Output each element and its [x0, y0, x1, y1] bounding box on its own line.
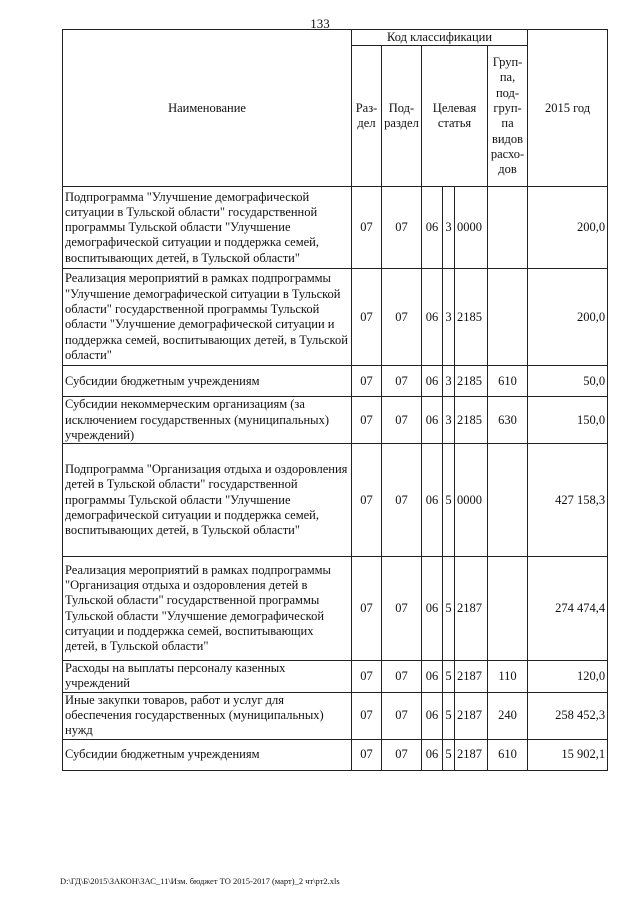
row-target-part2: 5 — [443, 739, 455, 770]
row-target-part3: 2187 — [455, 661, 488, 693]
table-row — [63, 557, 608, 661]
row-expense-group: 110 — [488, 661, 528, 693]
row-expense-group: 630 — [488, 397, 528, 444]
row-expense-group — [488, 269, 528, 366]
row-amount: 150,0 — [528, 397, 608, 444]
table-row — [63, 269, 608, 366]
row-expense-group — [488, 187, 528, 269]
row-target-part1: 06 — [422, 739, 443, 770]
row-target-part2: 3 — [443, 187, 455, 269]
row-name: Подпрограмма "Улучшение демографической ситуации в Тульской области" государственной программы Тульской области "Улучшение демографической ситуации и поддержка семей, воспитывающих детей, в Тульской области" — [63, 187, 352, 269]
row-target-part1: 06 — [422, 187, 443, 269]
row-target-part1: 06 — [422, 692, 443, 739]
row-amount: 120,0 — [528, 661, 608, 693]
row-name: Подпрограмма "Организация отдыха и оздоровления детей в Тульской области" государственной программы Тульской области "Улучшение демографической ситуации и поддержка семей, воспитывающих детей, в Тульской области" — [63, 444, 352, 557]
header-section: Раз-дел — [352, 46, 382, 187]
table-row — [63, 366, 608, 397]
table-row — [63, 187, 608, 269]
row-amount: 200,0 — [528, 187, 608, 269]
row-section: 07 — [352, 661, 382, 693]
row-subsection: 07 — [382, 557, 422, 661]
row-target-part3: 2185 — [455, 269, 488, 366]
row-target-part1: 06 — [422, 366, 443, 397]
header-target-article: Целевая статья — [422, 46, 488, 187]
row-expense-group: 610 — [488, 366, 528, 397]
row-target-part1: 06 — [422, 269, 443, 366]
row-subsection: 07 — [382, 269, 422, 366]
row-amount: 50,0 — [528, 366, 608, 397]
table-header — [63, 30, 608, 187]
row-amount: 200,0 — [528, 269, 608, 366]
row-target-part3: 2185 — [455, 366, 488, 397]
row-amount: 427 158,3 — [528, 444, 608, 557]
row-amount: 258 452,3 — [528, 692, 608, 739]
row-section: 07 — [352, 739, 382, 770]
row-target-part2: 5 — [443, 557, 455, 661]
row-target-part2: 3 — [443, 366, 455, 397]
row-target-part3: 0000 — [455, 187, 488, 269]
row-section: 07 — [352, 187, 382, 269]
row-name: Субсидии бюджетным учреждениям — [63, 366, 352, 397]
row-target-part1: 06 — [422, 557, 443, 661]
table-row — [63, 444, 608, 557]
row-subsection: 07 — [382, 692, 422, 739]
row-expense-group — [488, 557, 528, 661]
table-body — [63, 187, 608, 770]
row-subsection: 07 — [382, 366, 422, 397]
header-expense-group: Груп-па, под-груп-па видов расхо-дов — [488, 46, 528, 187]
row-section: 07 — [352, 444, 382, 557]
table-row — [63, 661, 608, 693]
row-target-part1: 06 — [422, 444, 443, 557]
budget-table — [62, 29, 608, 771]
row-name: Иные закупки товаров, работ и услуг для обеспечения государственных (муниципальных) нужд — [63, 692, 352, 739]
row-subsection: 07 — [382, 661, 422, 693]
header-year: 2015 год — [528, 30, 608, 187]
row-target-part2: 5 — [443, 692, 455, 739]
row-subsection: 07 — [382, 187, 422, 269]
row-section: 07 — [352, 366, 382, 397]
table-row — [63, 739, 608, 770]
row-target-part3: 2185 — [455, 397, 488, 444]
row-section: 07 — [352, 269, 382, 366]
page-number: 133 — [310, 16, 330, 31]
row-target-part2: 5 — [443, 444, 455, 557]
header-name: Наименование — [63, 30, 352, 187]
row-subsection: 07 — [382, 739, 422, 770]
row-target-part1: 06 — [422, 397, 443, 444]
row-section: 07 — [352, 397, 382, 444]
row-name: Субсидии бюджетным учреждениям — [63, 739, 352, 770]
header-classification: Код классификации — [352, 30, 528, 46]
row-expense-group — [488, 444, 528, 557]
row-target-part2: 3 — [443, 397, 455, 444]
row-name: Расходы на выплаты персоналу казенных учреждений — [63, 661, 352, 693]
row-subsection: 07 — [382, 444, 422, 557]
row-subsection: 07 — [382, 397, 422, 444]
row-name: Реализация мероприятий в рамках подпрограммы "Организация отдыха и оздоровления детей в Тульской области" государственной программы Тульской области "Улучшение демографической ситуации и поддержка семей, воспитывающих детей, в Тульской области" — [63, 557, 352, 661]
row-target-part3: 2187 — [455, 692, 488, 739]
row-name: Субсидии некоммерческим организациям (за исключением государственных (муниципальных) учреждений) — [63, 397, 352, 444]
row-target-part2: 3 — [443, 269, 455, 366]
row-target-part3: 2187 — [455, 557, 488, 661]
row-amount: 274 474,4 — [528, 557, 608, 661]
file-path-footer: D:\ГД\Б\2015\ЗАКОН\ЗАС_11\Изм. бюджет ТО 2015-2017 (март)_2 чт\рт2.xls — [60, 876, 340, 886]
table-row — [63, 692, 608, 739]
row-target-part1: 06 — [422, 661, 443, 693]
row-name: Реализация мероприятий в рамках подпрограммы "Улучшение демографической ситуации в Тульской области" государственной программы Тульской области "Улучшение демографической ситуации и поддержка семей, воспитывающих детей, в Тульской области" — [63, 269, 352, 366]
row-expense-group: 610 — [488, 739, 528, 770]
header-subsection: Под-раздел — [382, 46, 422, 187]
row-target-part2: 5 — [443, 661, 455, 693]
row-section: 07 — [352, 692, 382, 739]
row-target-part3: 2187 — [455, 739, 488, 770]
row-amount: 15 902,1 — [528, 739, 608, 770]
table-row — [63, 397, 608, 444]
row-section: 07 — [352, 557, 382, 661]
row-target-part3: 0000 — [455, 444, 488, 557]
row-expense-group: 240 — [488, 692, 528, 739]
